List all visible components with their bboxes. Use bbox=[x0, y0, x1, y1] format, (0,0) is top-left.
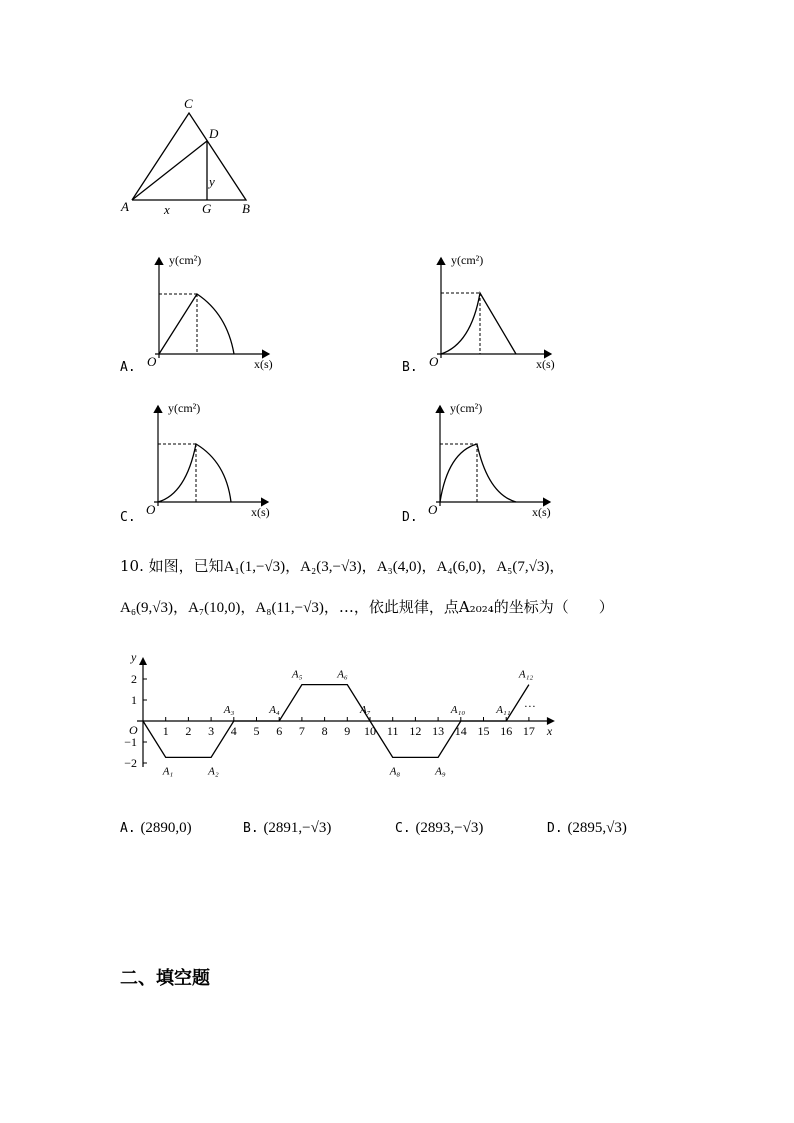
x-tick-label-3: 3 bbox=[208, 724, 215, 738]
y-axis-label: y(cm²) bbox=[450, 401, 483, 415]
separator: ， bbox=[285, 557, 301, 575]
label-b: B bbox=[242, 201, 250, 216]
x-tick-label-13: 13 bbox=[432, 724, 445, 738]
x-tick-label-6: 6 bbox=[276, 724, 283, 738]
point-a8: A₈(11,−√3) bbox=[255, 600, 324, 616]
point-label-12: A₁₂ bbox=[518, 668, 534, 681]
origin-label: O bbox=[146, 502, 156, 517]
label-d: D bbox=[209, 126, 219, 141]
answer-d-label: D. bbox=[547, 821, 563, 836]
y-tick-label--1: −1 bbox=[124, 735, 137, 749]
answer-b-label: B. bbox=[243, 821, 259, 836]
ellipsis: … bbox=[523, 696, 536, 710]
question-prefix: 如图，已知 bbox=[148, 557, 224, 575]
separator: ， bbox=[361, 557, 377, 575]
x-axis-label: x bbox=[546, 724, 553, 738]
answer-a bbox=[120, 818, 192, 837]
answer-c-value: (2893,−√3) bbox=[415, 820, 484, 836]
y-tick-label-1: 1 bbox=[131, 693, 137, 707]
answer-b-value: (2891,−√3) bbox=[263, 820, 332, 836]
point-label-8: A₈ bbox=[389, 765, 401, 778]
point-label-6: A₆ bbox=[337, 668, 348, 681]
x-tick-label-7: 7 bbox=[298, 724, 305, 738]
x-tick-label-4: 4 bbox=[230, 724, 237, 738]
graph-option-a-label: A. bbox=[120, 360, 136, 375]
graph-option-b-label: B. bbox=[402, 360, 418, 375]
point-label-9: A₉ bbox=[435, 765, 446, 778]
x-tick-label-2: 2 bbox=[185, 724, 192, 738]
origin-label: O bbox=[428, 502, 438, 517]
separator: ， bbox=[240, 598, 256, 616]
section-heading: 二、填空题 bbox=[120, 968, 210, 989]
answer-c-label: C. bbox=[395, 821, 411, 836]
origin-label: O bbox=[429, 354, 439, 369]
y-axis-label: y(cm²) bbox=[451, 253, 484, 267]
graph-option-c-label: C. bbox=[120, 510, 136, 525]
x-tick-label-5: 5 bbox=[253, 724, 260, 738]
point-a2: A₂(3,−√3) bbox=[300, 559, 362, 575]
question-number: 10. bbox=[120, 557, 144, 575]
separator: ， bbox=[421, 557, 437, 575]
x-axis-label: x(s) bbox=[532, 505, 551, 519]
point-label-4: A₄ bbox=[269, 704, 280, 716]
point-a3: A₃(4,0) bbox=[376, 559, 422, 575]
graph-option-d-label: D. bbox=[402, 510, 418, 525]
x-tick-label-11: 11 bbox=[386, 724, 399, 738]
origin-label: O bbox=[147, 354, 157, 369]
y-tick-label--2: −2 bbox=[124, 756, 137, 770]
y-axis-label: y(cm²) bbox=[168, 401, 201, 415]
answer-c bbox=[395, 818, 483, 837]
point-label-11: A₁₁ bbox=[496, 704, 511, 716]
x-tick-label-17: 17 bbox=[522, 724, 535, 738]
answer-d-value: (2895,√3) bbox=[567, 820, 627, 836]
y-axis-label: y(cm²) bbox=[169, 253, 202, 267]
y-axis-label: y bbox=[131, 650, 137, 664]
separator: ， bbox=[549, 557, 565, 575]
answer-b bbox=[243, 818, 331, 837]
x-tick-label-8: 8 bbox=[321, 724, 328, 738]
y-axis-arrow bbox=[139, 657, 147, 665]
y-tick-label-2: 2 bbox=[131, 672, 137, 686]
answer-d bbox=[547, 818, 627, 837]
question-suffix: …，依此规律，点A₂₀₂₄的坐标为（ ） bbox=[338, 598, 614, 616]
point-label-7: A₇ bbox=[360, 704, 371, 716]
x-tick-label-12: 12 bbox=[409, 724, 422, 738]
separator: ， bbox=[323, 598, 339, 616]
x-tick-label-14: 14 bbox=[454, 724, 467, 738]
x-tick-label-16: 16 bbox=[500, 724, 513, 738]
point-a5: A₅(7,√3) bbox=[496, 559, 550, 575]
label-y: y bbox=[209, 174, 215, 189]
x-tick-label-15: 15 bbox=[477, 724, 490, 738]
label-g: G bbox=[202, 201, 212, 216]
x-tick-label-1: 1 bbox=[162, 724, 169, 738]
answer-a-value: (2890,0) bbox=[140, 820, 192, 836]
point-a7: A₇(10,0) bbox=[188, 600, 241, 616]
point-label-3: A₃ bbox=[223, 704, 235, 716]
separator: ， bbox=[173, 598, 189, 616]
point-label-1: A₁ bbox=[162, 765, 174, 778]
x-axis-label: x(s) bbox=[251, 505, 270, 519]
x-tick-label-10: 10 bbox=[364, 724, 376, 738]
point-a4: A₄(6,0) bbox=[436, 559, 482, 575]
x-axis-label: x(s) bbox=[254, 357, 273, 371]
answer-a-label: A. bbox=[120, 821, 136, 836]
point-a6: A₆(9,√3) bbox=[120, 600, 174, 616]
point-a1: A₁(1,−√3) bbox=[223, 559, 286, 575]
x-axis-label: x(s) bbox=[536, 357, 555, 371]
label-a: A bbox=[121, 199, 129, 214]
point-label-2: A₂ bbox=[208, 765, 219, 778]
label-c: C bbox=[184, 96, 193, 111]
separator: ， bbox=[481, 557, 497, 575]
label-x: x bbox=[164, 202, 170, 217]
point-label-10: A₁₀ bbox=[450, 704, 466, 716]
origin-label: O bbox=[129, 723, 138, 737]
point-label-5: A₅ bbox=[291, 668, 303, 681]
x-tick-label-9: 9 bbox=[344, 724, 351, 738]
